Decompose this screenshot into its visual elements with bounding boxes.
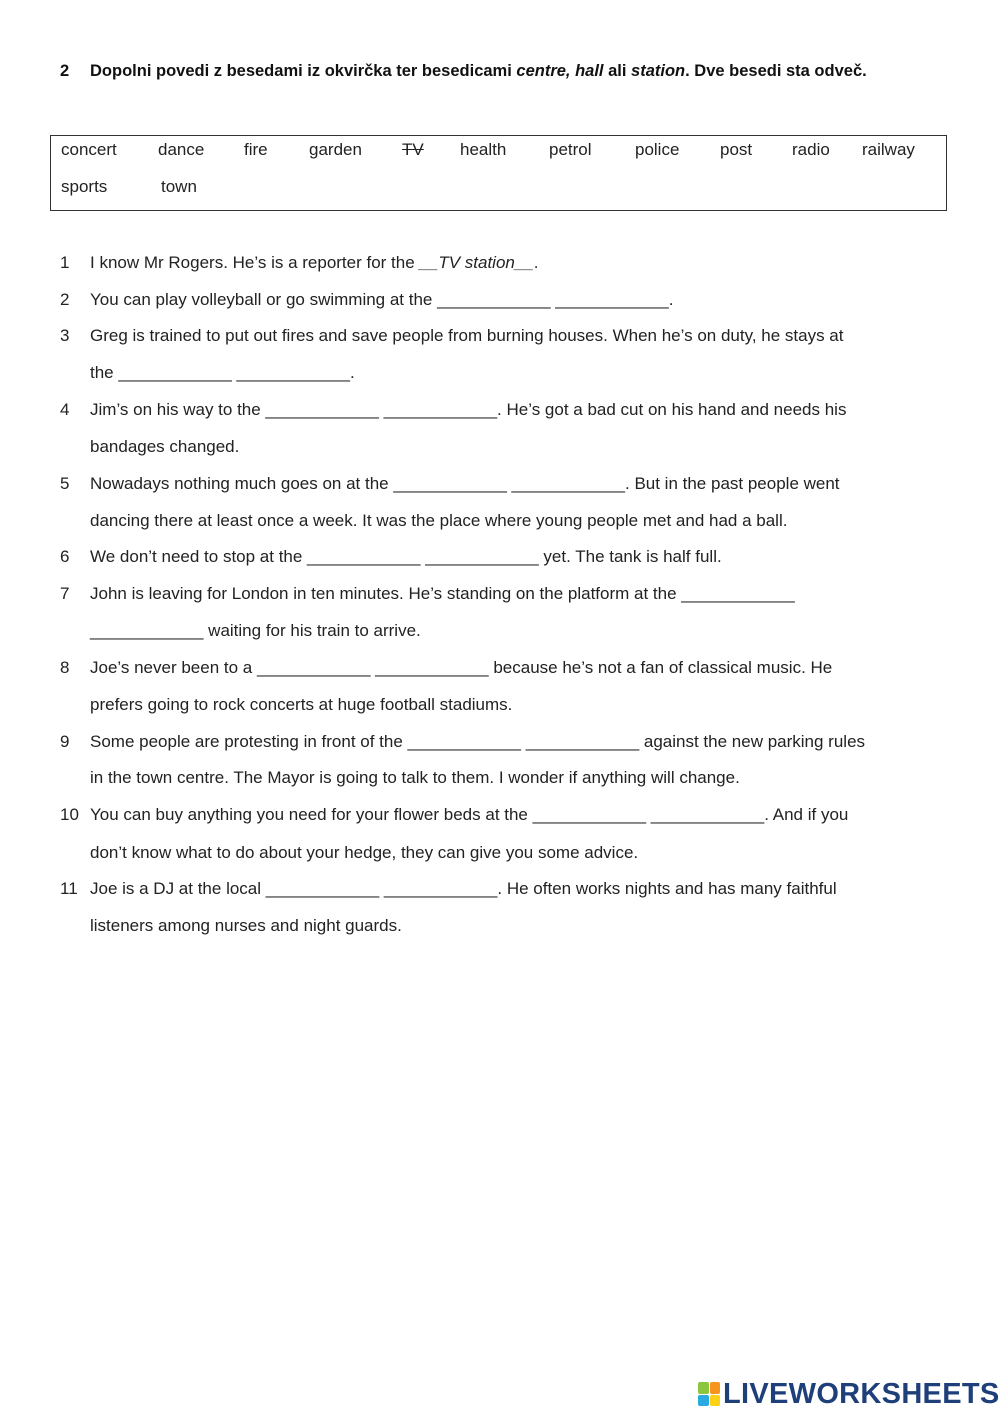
question-text: Greg is trained to put out fires and save people from burning houses. When he’s on duty, he stays at: [90, 326, 844, 345]
question-number: 1: [60, 253, 70, 272]
question-10-line-2: don’t know what to do about your hedge, they can give you some advice.: [90, 843, 639, 862]
question-number: 4: [60, 400, 70, 419]
question-number: 2: [60, 290, 70, 309]
liveworksheets-logo-text: LIVEWORKSHEETS: [723, 1377, 1000, 1410]
question-text: We don’t need to stop at the ____________ ____________ yet. The tank is half full.: [90, 547, 722, 566]
instruction-text-1: Dopolni povedi z besedami iz okvirčka ter besedicami: [90, 62, 517, 80]
question-6: [60, 545, 722, 569]
question-number: 7: [60, 584, 70, 603]
question-text: Joe’s never been to a ____________ ____________ because he’s not a fan of classical music. He: [90, 658, 833, 677]
question-number: 8: [60, 658, 70, 677]
instruction-italic-2: station: [631, 62, 686, 80]
word-petrol: petrol: [549, 140, 592, 159]
word-fire: fire: [244, 140, 268, 159]
question-4-line-2: bandages changed.: [90, 437, 240, 456]
question-text: Jim’s on his way to the ____________ ____________. He’s got a bad cut on his hand and needs his: [90, 400, 847, 419]
word-tv-struck: TV: [402, 140, 424, 159]
question-number: 11: [60, 879, 78, 898]
question-7: [60, 582, 795, 606]
word-concert: concert: [61, 140, 117, 159]
word-sports: sports: [61, 177, 108, 196]
question-7-line-2: ____________ waiting for his train to arrive.: [90, 621, 421, 640]
exercise-number: 2: [60, 62, 70, 80]
example-answer: __TV station__: [419, 253, 534, 272]
question-text: John is leaving for London in ten minutes. He’s standing on the platform at the ____________: [90, 584, 795, 603]
word-health: health: [460, 140, 507, 159]
question-text-end: .: [533, 253, 539, 272]
word-dance: dance: [158, 140, 205, 159]
word-railway: railway: [862, 140, 915, 159]
instruction-italic-1: centre, hall: [516, 62, 604, 80]
logo-icon-tile-yellow: [710, 1395, 721, 1407]
instruction-text-3: . Dve besedi sta odveč.: [685, 62, 867, 80]
question-number: 6: [60, 547, 70, 566]
instruction: [60, 62, 960, 81]
question-3-line-2: the ____________ ____________.: [90, 363, 355, 382]
question-8: [60, 656, 832, 680]
instruction-text-2: ali: [603, 62, 632, 80]
question-text: Some people are protesting in front of the ____________ ____________ against the new parking rules: [90, 732, 866, 751]
logo-icon-tile-green: [698, 1382, 709, 1394]
question-number: 5: [60, 474, 70, 493]
word-post: post: [720, 140, 753, 159]
word-police: police: [635, 140, 680, 159]
question-8-line-2: prefers going to rock concerts at huge football stadiums.: [90, 695, 513, 714]
question-5: [60, 472, 840, 496]
question-number: 3: [60, 326, 70, 345]
question-number: 9: [60, 732, 70, 751]
question-text: You can buy anything you need for your flower beds at the ____________ ____________. And if you: [90, 805, 849, 824]
question-3: [60, 324, 843, 348]
question-4: [60, 398, 846, 422]
question-text: You can play volleyball or go swimming at the ____________ ____________.: [90, 290, 674, 309]
logo-icon-tile-orange: [710, 1382, 721, 1394]
liveworksheets-logo-icon: [698, 1382, 720, 1406]
question-11: [60, 877, 837, 901]
word-box: [50, 135, 947, 211]
question-2: [60, 288, 673, 312]
word-garden: garden: [309, 140, 362, 159]
liveworksheets-logo[interactable]: [698, 1374, 1000, 1414]
word-radio: radio: [792, 140, 830, 159]
question-1: [60, 251, 539, 275]
word-town: town: [161, 177, 197, 196]
logo-icon-tile-blue: [698, 1395, 709, 1407]
question-5-line-2: dancing there at least once a week. It was the place where young people met and had a ball.: [90, 511, 788, 530]
question-text: Joe is a DJ at the local ____________ ____________. He often works nights and has many faithful: [90, 879, 837, 898]
question-text: I know Mr Rogers. He’s is a reporter for the: [90, 253, 420, 272]
question-9: [60, 730, 865, 754]
question-number: 10: [60, 805, 79, 824]
question-10: [60, 803, 848, 827]
question-text: Nowadays nothing much goes on at the ____________ ____________. But in the past people went: [90, 474, 840, 493]
question-11-line-2: listeners among nurses and night guards.: [90, 916, 402, 935]
question-9-line-2: in the town centre. The Mayor is going to talk to them. I wonder if anything will change.: [90, 768, 740, 787]
